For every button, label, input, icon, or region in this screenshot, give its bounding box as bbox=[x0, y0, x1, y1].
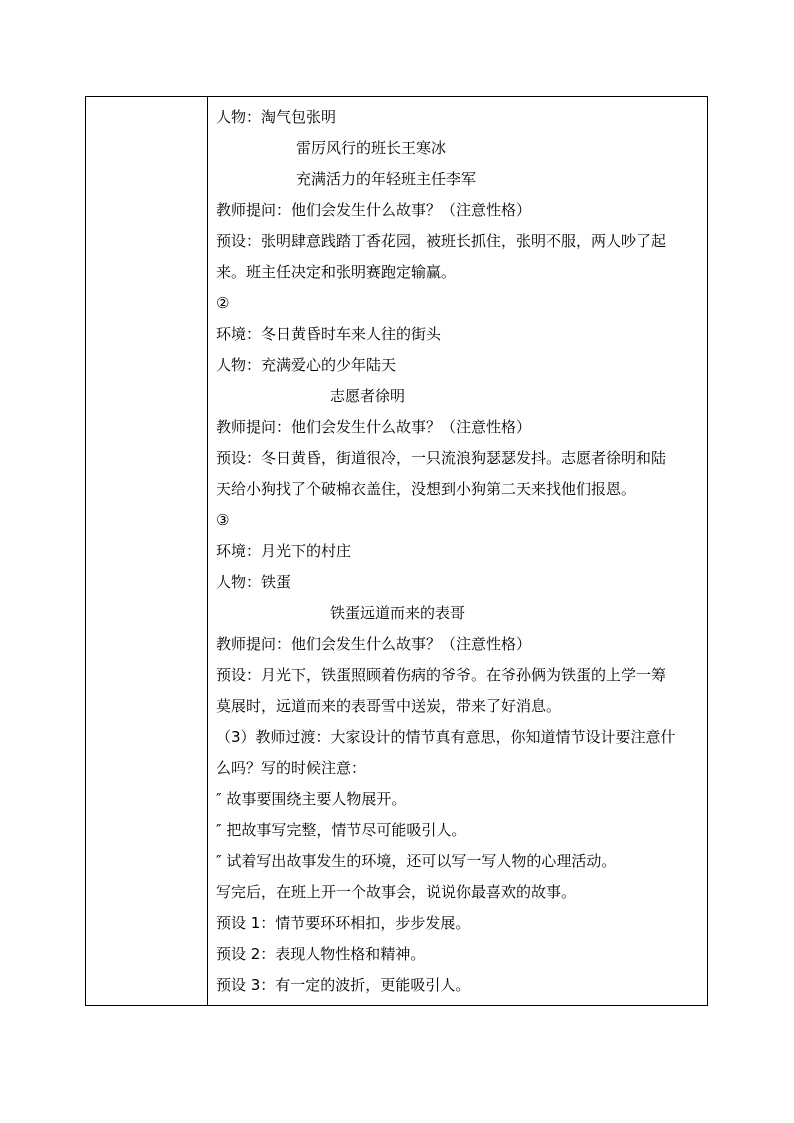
text-line: ″ 试着写出故事发生的环境，还可以写一写人物的心理活动。 bbox=[216, 852, 617, 870]
text-line: （3）教师过渡：大家设计的情节真有意思，你知道情节设计要注意什 bbox=[216, 728, 676, 746]
text-line: 人物：充满爱心的少年陆天 bbox=[216, 356, 397, 374]
lesson-table bbox=[85, 96, 708, 1006]
text-line: 雷厉风行的班长王寒冰 bbox=[296, 139, 447, 157]
text-line: ″ 故事要围绕主要人物展开。 bbox=[216, 790, 407, 808]
text-line: 预设：张明肆意践踏丁香花园，被班长抓住，张明不服，两人吵了起 bbox=[216, 232, 667, 250]
text-line: 预设：冬日黄昏，街道很冷，一只流浪狗瑟瑟发抖。志愿者徐明和陆 bbox=[216, 449, 667, 467]
text-line: 人物：淘气包张明 bbox=[216, 108, 337, 126]
table-content-cell bbox=[216, 97, 701, 1001]
text-line: 写完后，在班上开一个故事会，说说你最喜欢的故事。 bbox=[216, 883, 577, 901]
text-line: ② bbox=[216, 294, 230, 312]
text-line: 预设 2：表现人物性格和精神。 bbox=[216, 945, 426, 963]
text-line: ③ bbox=[216, 511, 230, 529]
text-line: 预设：月光下，铁蛋照顾着伤病的爷爷。在爷孙俩为铁蛋的上学一筹 bbox=[216, 666, 667, 684]
text-line: ″ 把故事写完整，情节尽可能吸引人。 bbox=[216, 821, 467, 839]
text-line: 充满活力的年轻班主任李军 bbox=[296, 170, 477, 188]
text-line: 铁蛋远道而来的表哥 bbox=[330, 604, 466, 622]
text-line: 环境：月光下的村庄 bbox=[216, 542, 352, 560]
text-line: 预设 1：情节要环环相扣，步步发展。 bbox=[216, 914, 471, 932]
text-line: 教师提问：他们会发生什么故事？（注意性格） bbox=[216, 635, 532, 653]
text-line: 环境：冬日黄昏时车来人往的街头 bbox=[216, 325, 442, 343]
text-line: 教师提问：他们会发生什么故事？（注意性格） bbox=[216, 418, 532, 436]
text-line: 么吗？写的时候注意： bbox=[216, 759, 367, 777]
text-line: 莫展时，远道而来的表哥雪中送炭，带来了好消息。 bbox=[216, 697, 562, 715]
text-line: 教师提问：他们会发生什么故事？（注意性格） bbox=[216, 201, 532, 219]
text-line: 志愿者徐明 bbox=[330, 387, 406, 405]
table-left-cell bbox=[86, 97, 208, 1005]
text-line: 人物：铁蛋 bbox=[216, 573, 292, 591]
text-line: 来。班主任决定和张明赛跑定输赢。 bbox=[216, 263, 457, 281]
text-line: 天给小狗找了个破棉衣盖住，没想到小狗第二天来找他们报恩。 bbox=[216, 480, 637, 498]
text-line: 预设 3：有一定的波折，更能吸引人。 bbox=[216, 976, 471, 994]
